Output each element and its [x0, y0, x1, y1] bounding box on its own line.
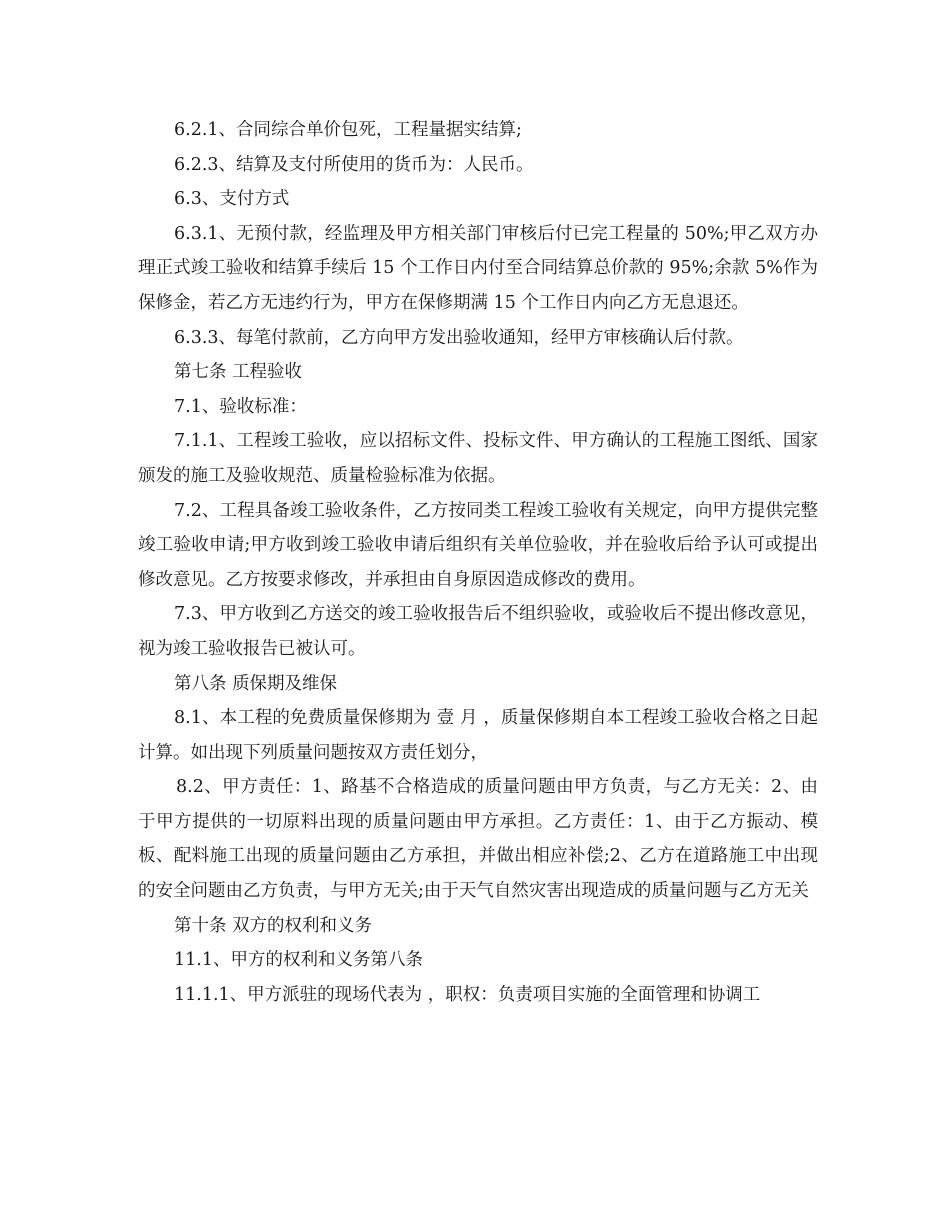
paragraph-7-2: 7.2、工程具备竣工验收条件，乙方按同类工程竣工验收有关规定，向甲方提供完整竣工验收申请;甲方收到竣工验收申请后组织有关单位验收，并在验收后给予认可或提出修改意见。乙方按要求修改，并承担由自身原因造成修改的费用。 — [138, 500, 818, 590]
paragraph-11-1: 11.1、甲方的权利和义务第八条 — [174, 950, 423, 971]
paragraph-7-1-1: 7.1.1、工程竣工验收，应以招标文件、投标文件、甲方确认的工程施工图纸、国家颁发的施工及验收规范、质量检验标准为依据。 — [138, 431, 818, 486]
paragraph-6-3-1: 6.3.1、无预付款，经监理及甲方相关部门审核后付已完工程量的 50%;甲乙双方办理正式竣工验收和结算手续后 15 个工作日内付至合同结算总价款的 95%;余款 5%作为保修金，若乙方无违约行为，甲方在保修期满 15 个工作日内向乙方无息退还。 — [138, 223, 818, 313]
section-heading-payment-method: 6.3、支付方式 — [174, 189, 290, 210]
paragraph-6-3-3: 6.3.3、每笔付款前，乙方向甲方发出验收通知，经甲方审核确认后付款。 — [174, 327, 744, 348]
article-heading-10: 第十条 双方的权利和义务 — [174, 915, 373, 936]
paragraph-7-3: 7.3、甲方收到乙方送交的竣工验收报告后不组织验收，或验收后不提出修改意见，视为竣工验收报告已被认可。 — [138, 604, 818, 659]
paragraph-11-1-1: 11.1.1、甲方派驻的现场代表为 ，职权：负责项目实施的全面管理和协调工 — [174, 984, 761, 1005]
paragraph-7-1: 7.1、验收标准： — [174, 396, 307, 417]
document-body — [138, 113, 818, 1012]
paragraph-6-2-3: 6.2.3、结算及支付所使用的货币为：人民币。 — [174, 154, 534, 175]
paragraph-6-2-1: 6.2.1、合同综合单价包死，工程量据实结算; — [174, 120, 522, 140]
article-heading-7: 第七条 工程验收 — [174, 362, 303, 383]
paragraph-8-2: 8.2、甲方责任：1、路基不合格造成的质量问题由甲方负责，与乙方无关：2、由于甲方提供的一切原料出现的质量问题由甲方承担。乙方责任：1、由于乙方振动、模板、配料施工出现的质量问题由乙方承担，并做出相应补偿;2、乙方在道路施工中出现的安全问题由乙方负责，与甲方无关;由于天气自然灾害出现造成的质量问题与乙方无关 — [138, 777, 818, 902]
paragraph-8-1: 8.1、本工程的免费质量保修期为 壹 月 ，质量保修期自本工程竣工验收合格之日起计算。如出现下列质量问题按双方责任划分， — [138, 708, 818, 763]
article-heading-8: 第八条 质保期及维保 — [174, 673, 338, 694]
